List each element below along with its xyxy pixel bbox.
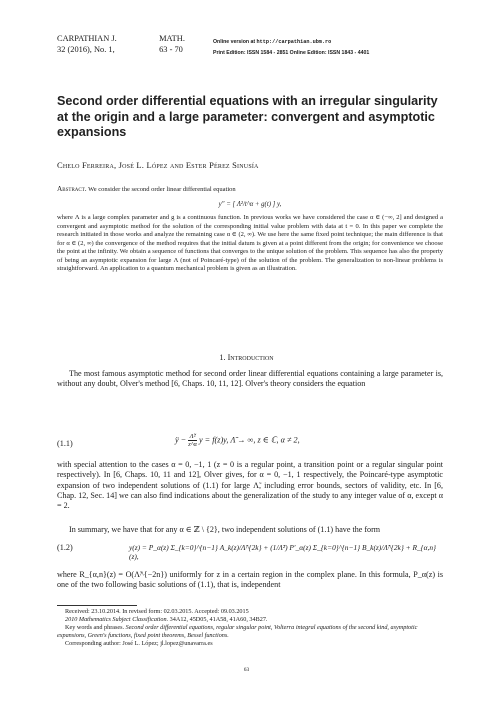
msc-codes: 34A12, 45D05, 41A58, 41A60, 34B27. [169,616,268,623]
abstract [57,185,443,274]
equation-rest: y = f(z)y, Λ̃ → ∞, z ∈ ℂ, α ≠ 2, [199,435,300,445]
msc-classification [57,616,443,624]
paper-title: Second order differential equations with an irregular singularity at the origin and a large parameter: convergent and asymptotic expansions [57,94,438,140]
equation-1-2 [57,537,443,563]
paragraph-1: The most famous asymptotic method for second order linear differential equations containing a large parameter is, without any doubt, Olver's method [6, Chaps. 10, 11, 12]. Olver's theory considers the equation [57,369,443,389]
fraction-denominator: z^α [188,441,197,448]
equation-label: (1.1) [57,439,73,448]
journal-subject: MATH. [159,34,185,43]
paper-authors: Chelo Ferreira, José L. López and Ester Pérez Sinusía [57,160,259,170]
fraction-numerator: Λ̃² [189,433,196,440]
print-edition: Print Edition: ISSN 1584 - 2851 Online Edition: ISSN 1843 - 4401 [213,50,370,56]
keywords-label: Key words and phrases. [65,624,125,631]
abstract-equation: y″ = [ Λ²/t^α + g(t) ] y, [218,200,282,208]
online-label: Online version at [213,39,256,45]
paragraph-3: In summary, we have that for any α ∈ ℤ \ {2}, two independent solutions of (1.1) have the form [69,525,381,534]
volume-issue: 32 (2016), No. 1, [57,45,115,54]
footnote-rule [57,605,137,606]
keywords [57,624,443,640]
equation-body: y(z) = P_α(z) Σ_{k=0}^{n−1} A_k(z)/Λ̃^{2k} + (1/Λ̃²) P′_α(z) Σ_{k=0}^{n−1} B_k(z)/Λ̃^{2k} + R_{α,n}(z), [129,543,437,561]
equation-1-1 [57,433,443,455]
corresponding-author: Corresponding author: José L. López; jl.lopez@unavarra.es [65,640,213,647]
footnotes [57,605,443,648]
journal-url[interactable]: http://carpathian.ubm.ro [256,39,332,45]
abstract-lead: Abstract. [57,184,87,193]
abstract-text: where Λ is a large complex parameter and g is a continuous function. In previous works we have considered the case α ∈ (−∞, 2] and designed a convergent and asymptotic method for the solution of the corresponding initial value problem with data at t = 0. In this paper we complete the research initiated in those works and analyze the remaining case α ∈ (2, ∞). We use here the same fixed point technique; the main difference is that for α ∈ (2, ∞) the convergence of the method requires that the initial datum is given at a point different from the origin; for convenience we choose the point at the infinity. We obtain a sequence of functions that converges to the unique solution of the problem. This sequence has also the property of being an asymptotic expansion for large Λ (not of Poincaré-type) of the solution of the problem. The generalization to non-linear problems is straightforward. An application to a quantum mechanical problem is given as an illustration. [57,214,443,272]
keywords-list: Second order differential equations, regular singular point, Volterra integral equations of the second kind, asymptotic expansions, Green's functions, fixed point theorems, Bessel functions. [57,624,418,639]
equation-label: (1.2) [57,543,73,552]
paragraph-4: where R_{α,n}(z) = O(Λ̃^{−2n}) uniformly for z in a certain region in the complex plane. In this formula, P_α(z) is one of the two following basic solutions of (1.1), that is, independent [57,570,443,590]
page-range: 63 - 70 [159,45,183,54]
journal-name: CARPATHIAN J. [57,34,117,43]
section-heading: 1. Introduction [219,353,274,362]
equation-lhs: ÿ − [175,435,187,445]
received-dates: Received: 23.10.2014. In revised form: 02.03.2015. Accepted: 09.03.2015 [65,608,249,615]
msc-label: 2010 Mathematics Subject Classification. [65,616,169,623]
page-number: 63 [243,667,250,673]
abstract-intro: We consider the second order linear differential equation [88,186,236,193]
equation-fraction [188,433,197,448]
paragraph-2: with special attention to the cases α = 0, −1, 1 (z = 0 is a regular point, a transition point or a regular singular point respectively). In [6, Chaps. 10, 11 and 12], Olver gives, for α = 0, −1, 1 respectively, the Poincaré-type asymptotic expansion of two independent solutions of (1.1) for large Λ̃, including error bounds, sectors of validity, etc. In [6, Chap. 12, Sec. 14] we can also find indications about the generalization of the study to any integer value of α, except α = 2. [57,460,443,511]
journal-header [57,33,185,55]
edition-info [213,37,369,59]
